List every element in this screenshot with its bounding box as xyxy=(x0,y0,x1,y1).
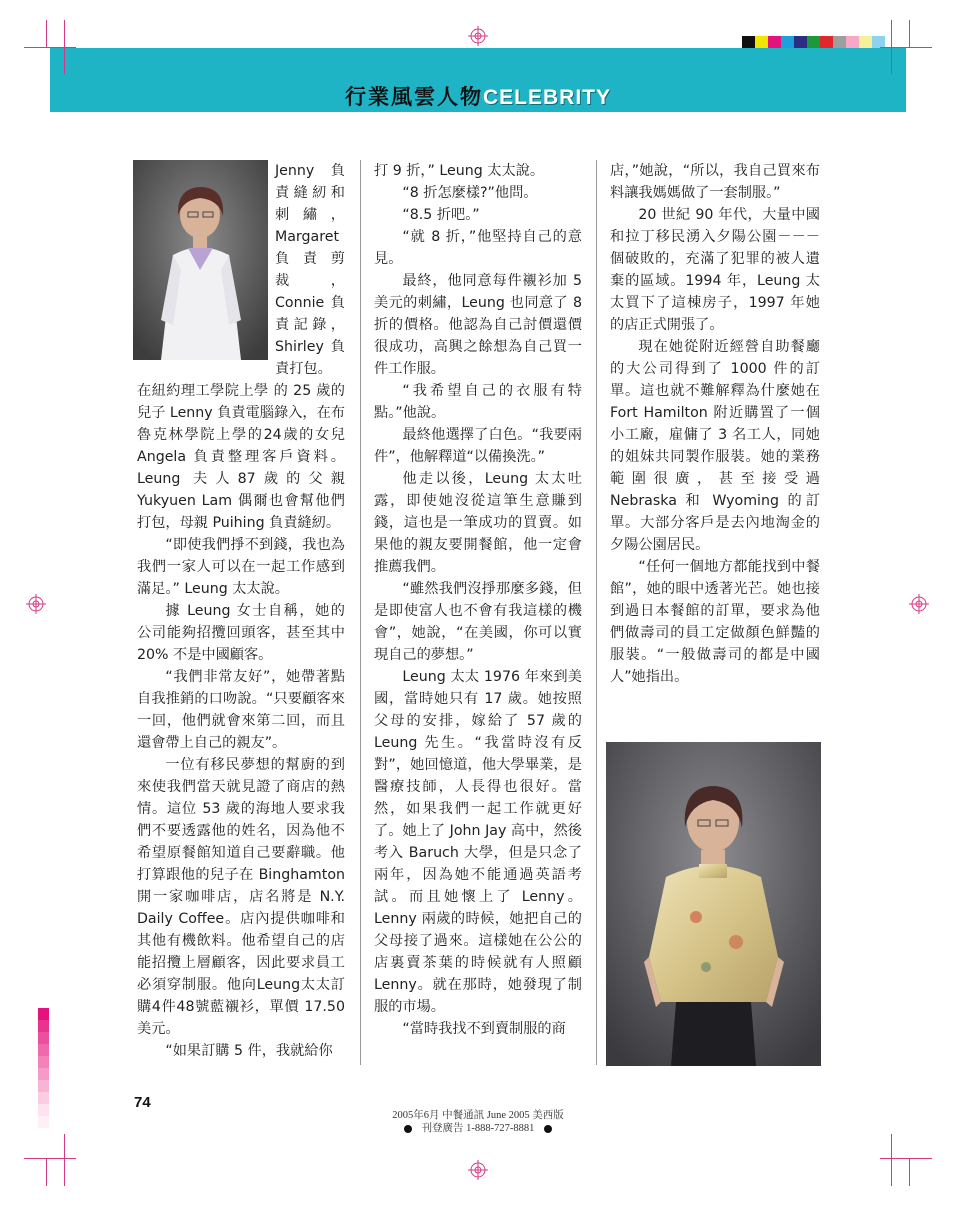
paragraph: “就 8 折，”他堅持自己的意見。 xyxy=(374,229,582,267)
column-divider xyxy=(360,160,361,1065)
registration-target-icon xyxy=(468,1160,488,1180)
paragraph: “8 折怎麼樣?”他問。 xyxy=(402,185,538,201)
paragraph: “即使我們掙不到錢，我也為我們一家人可以在一起工作感到滿足。” Leung 太太說。 xyxy=(137,537,345,597)
registration-target-icon xyxy=(26,594,46,614)
paragraph: 一位有移民夢想的幫廚的到來使我們當天就見證了商店的熱情。這位 53 歲的海地人要求我們不要透露他的姓名，因為他不希望原餐館知道自己要辭職。他打算跟他的兒子在 Binghamton 開一家咖啡店，店名將是 N.Y. Daily Coffee。店內提供咖啡和其他有機飲料。他希望自己的店能招攬上層顧客，因此要求員工必須穿制服。他向Leung太太訂購4件48號藍襯衫，單價 17.50 美元。 xyxy=(137,757,345,1037)
paragraph: “我們非常友好”，她帶著點自我推銷的口吻說。“只要顧客來一回，他們就會來第二回，而且還會帶上自己的親友”。 xyxy=(137,669,345,751)
registration-target-icon xyxy=(909,594,929,614)
portrait-photo-gold-qipao xyxy=(606,742,821,1066)
paragraph: 在紐約理工學院上學 的 25 歲的兒子 Lenny 負責電腦錄入，在布魯克林學院上學的24歲的女兒 Angela 負責整理客戶資料。Leung 夫人87歲的父親Yukyuen Lam 偶爾也會幫他們打包，母親 Puihing 負責縫紉。 xyxy=(137,383,345,531)
paragraph: 據 Leung 女士自稱，她的公司能夠招攬回頭客，甚至其中 20% 不是中國顧客。 xyxy=(137,603,345,663)
paragraph: “如果訂購 5 件，我就給你 xyxy=(165,1043,333,1059)
article-column-2 xyxy=(374,160,582,1040)
paragraph: 20 世紀 90 年代，大量中國和拉丁移民湧入夕陽公園－－－個破敗的，充滿了犯罪的被人遺棄的區域。1994 年，Leung 太太買下了這棟房子，1997 年她的店正式開張了。 xyxy=(610,207,820,333)
section-title-en: CELEBRITY xyxy=(482,86,611,109)
footer-ad-line xyxy=(0,1120,956,1135)
photo-caption: Jenny 負責縫紉和刺繡，Margaret 負責剪裁，Connie 負責記錄，Shirley 負責打包。 xyxy=(275,163,345,377)
paragraph: “我希望自己的衣服有特點。”他說。 xyxy=(374,383,582,421)
paragraph: “8.5 折吧。” xyxy=(402,207,480,223)
article-column-3 xyxy=(610,160,820,688)
paragraph: Leung 太太 1976 年來到美國，當時她只有 17 歲。她按照父母的安排，嫁給了 57 歲的 Leung 先生。“我當時沒有反對”，她回憶道，他大學畢業，是醫療技師，人長得也很好。當然，如果我們一起工作就更好了。她上了 John Jay 高中，然後考入 Baruch 大學，但是只念了兩年，因為她不能通過英語考試。而且她懷上了 Lenny。Lenny 兩歲的時候，她把自己的父母接了過來。這樣她在公公的店裏賣茶葉的時候就有人照顧 Lenny。就在那時，她發現了制服的市場。 xyxy=(374,669,582,1015)
article-column-1 xyxy=(137,160,345,1062)
page-number: 74 xyxy=(134,1094,151,1111)
black-dot-icon xyxy=(544,1125,552,1133)
section-title xyxy=(50,81,906,111)
footer-ad-text: 刊登廣告 1-888-727-8881 xyxy=(421,1123,535,1134)
paragraph: 現在她從附近經營自助餐廳的大公司得到了 1000 件的訂單。這也就不難解釋為什麼她在 Fort Hamilton 附近購置了一個小工廠，雇傭了 3 名工人，同她的姐妹共同製作服裝。她的業務範圍很廣，甚至接受過 Nebraska 和 Wyoming 的訂單。大部分客戶是去內地淘金的夕陽公園居民。 xyxy=(610,339,820,553)
paragraph: 最終，他同意每件襯衫加 5 美元的刺繡，Leung 也同意了 8 折的價格。他認為自己討價還價很成功，高興之餘想為自己買一件工作服。 xyxy=(374,273,582,377)
color-calibration-strip xyxy=(742,36,885,48)
paragraph: “雖然我們沒掙那麼多錢，但是即使富人也不會有我這樣的機會”，她說，“在美國，你可以實現自己的夢想。” xyxy=(374,581,582,663)
section-title-zh: 行業風雲人物 xyxy=(344,86,483,109)
paragraph: 他走以後，Leung 太太吐露，即使她沒從這筆生意賺到錢，這也是一筆成功的買賣。如果他的親友要開餐館，他一定會推薦我們。 xyxy=(374,471,582,575)
registration-target-icon xyxy=(468,26,488,46)
paragraph: 店，”她說，“所以，我自己買來布料讓我媽媽做了一套制服。” xyxy=(610,163,820,201)
paragraph: “任何一個地方都能找到中餐館”，她的眼中透著光芒。她也接到過日本餐館的訂單，要求為他們做壽司的員工定做顏色鮮豔的服裝。“一般做壽司的都是中國人”她指出。 xyxy=(610,559,820,685)
paragraph: 打 9 折，” Leung 太太說。 xyxy=(374,163,545,179)
column-divider xyxy=(596,160,597,1065)
footer-issue-info: 2005年6月 中餐通訊 June 2005 美西版 xyxy=(392,1110,564,1121)
header-band xyxy=(50,48,906,112)
black-dot-icon xyxy=(404,1125,412,1133)
paragraph: “當時我找不到賣制服的商 xyxy=(402,1021,566,1037)
paragraph: 最終他選擇了白色。“我要兩件”，他解釋道“以備換洗。” xyxy=(374,427,582,465)
